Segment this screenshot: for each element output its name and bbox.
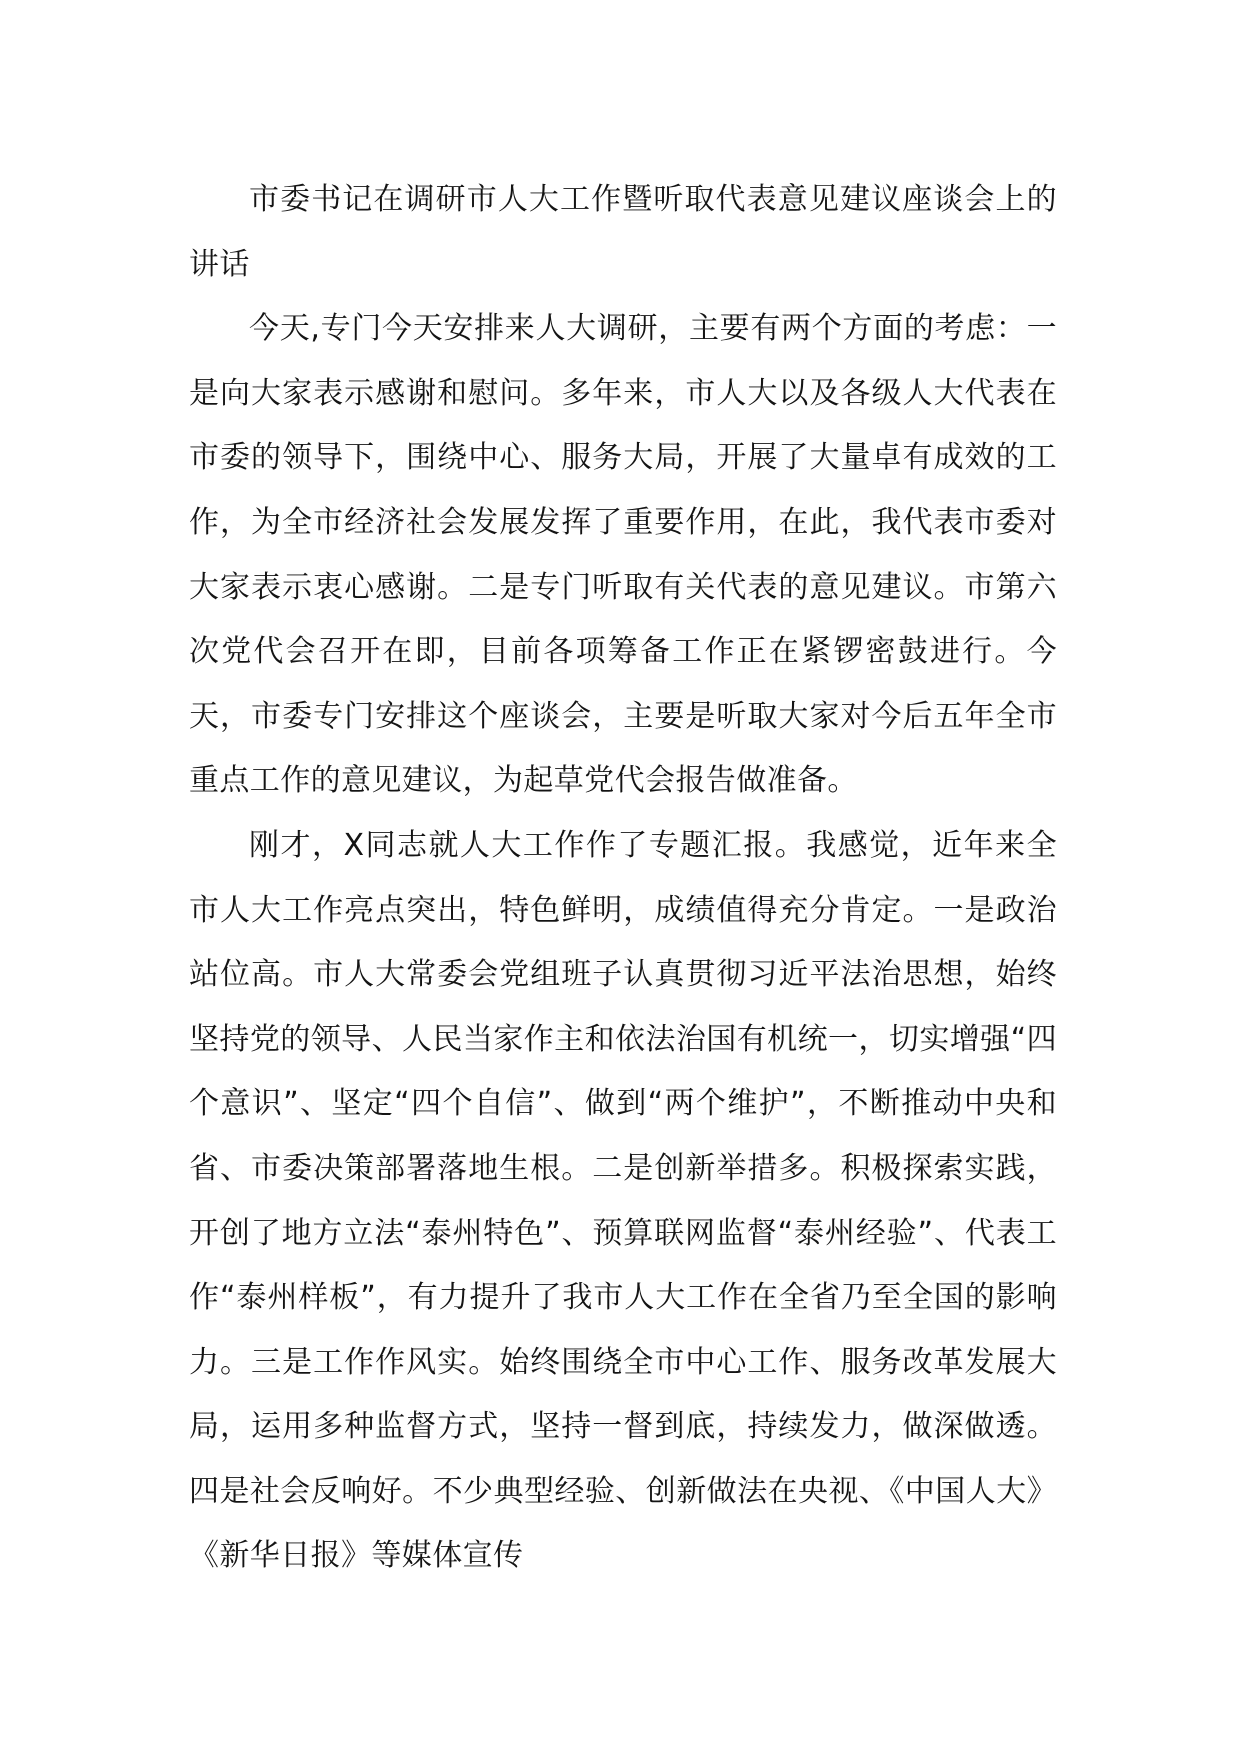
document-title: 市委书记在调研市人大工作暨听取代表意见建议座谈会上的讲话 — [189, 182, 1057, 282]
paragraph-1: 今天,专门今天安排来人大调研，主要有两个方面的考虑：一是向大家表示感谢和慰问。多年来，市人大以及各级人大代表在市委的领导下，围绕中心、服务大局，开展了大量卓有成效的工作，为全市经济社会发展发挥了重要作用，在此，我代表市委对大家表示衷心感谢。二是专门听取有关代表的意见建议。市第六次党代会召开在即，目前各项筹备工作正在紧锣密鼓进行。今天，市委专门安排这个座谈会，主要是听取大家对今后五年全市重点工作的意见建议，为起草党代会报告做准备。 — [189, 311, 1057, 799]
document-body — [189, 168, 1057, 1589]
paragraph-2: 刚才，X同志就人大工作作了专题汇报。我感觉，近年来全市人大工作亮点突出，特色鲜明，成绩值得充分肯定。一是政治站位高。市人大常委会党组班子认真贯彻习近平法治思想，始终坚持党的领导、人民当家作主和依法治国有机统一，切实增强“四个意识”、坚定“四个自信”、做到“两个维护”，不断推动中央和省、市委决策部署落地生根。二是创新举措多。积极探索实践，开创了地方立法“泰州特色”、预算联网监督“泰州经验”、代表工作“泰州样板”，有力提升了我市人大工作在全省乃至全国的影响力。三是工作作风实。始终围绕全市中心工作、服务改革发展大局，运用多种监督方式，坚持一督到底，持续发力，做深做透。四是社会反响好。不少典型经验、创新做法在央视、《中国人大》《新华日报》等媒体宣传 — [189, 827, 1057, 1574]
